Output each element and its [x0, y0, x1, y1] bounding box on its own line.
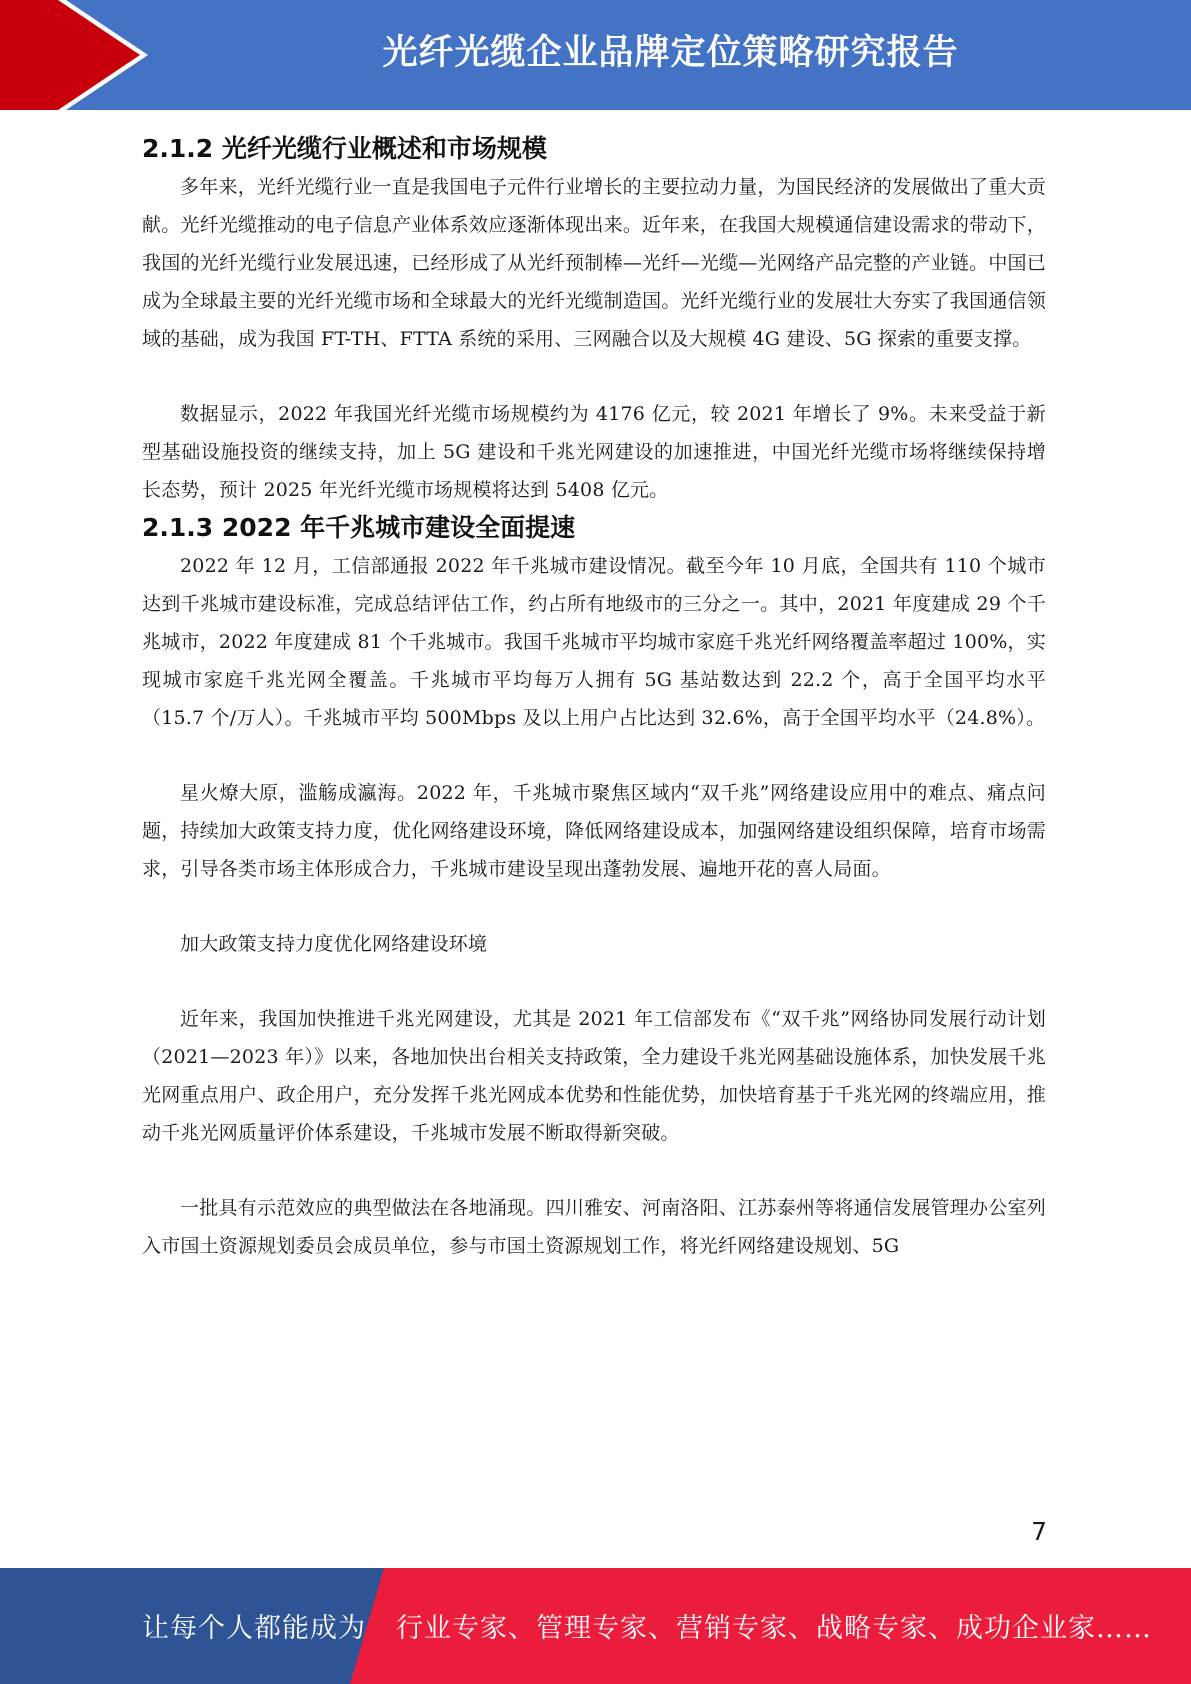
document-body	[142, 130, 1046, 1265]
footer-slogan-right: 行业专家、管理专家、营销专家、战略专家、成功企业家……	[396, 1613, 1152, 1644]
section-heading-2-1-3: 2.1.3 2022 年千兆城市建设全面提速	[142, 513, 576, 542]
paragraph: 数据显示，2022 年我国光纤光缆市场规模约为 4176 亿元，较 2021 年增长了 9%。未来受益于新型基础设施投资的继续支持，加上 5G 建设和千兆光网建设的加速推进，中国光纤光缆市场将继续保持增长态势，预计 2025 年光纤光缆市场规模将达到 5408 亿元。	[142, 403, 1046, 501]
paragraph: 星火燎大原，滥觞成瀛海。2022 年，千兆城市聚焦区域内“双千兆”网络建设应用中的难点、痛点问题，持续加大政策支持力度，优化网络建设环境，降低网络建设成本，加强网络建设组织保障，培育市场需求，引导各类市场主体形成合力，千兆城市建设呈现出蓬勃发展、遍地开花的喜人局面。	[142, 782, 1046, 880]
subheading-paragraph: 加大政策支持力度优化网络建设环境	[180, 933, 488, 955]
paragraph: 近年来，我国加快推进千兆光网建设，尤其是 2021 年工信部发布《“双千兆”网络协同发展行动计划（2021—2023 年）》以来，各地加快出台相关支持政策，全力建设千兆光网基础设施体系，加快发展千兆光网重点用户、政企用户，充分发挥千兆光网成本优势和性能优势，加快培育基于千兆光网的终端应用，推动千兆光网质量评价体系建设，千兆城市发展不断取得新突破。	[142, 1008, 1046, 1144]
paragraph: 一批具有示范效应的典型做法在各地涌现。四川雅安、河南洛阳、江苏泰州等将通信发展管理办公室列入市国土资源规划委员会成员单位，参与市国土资源规划工作，将光纤网络建设规划、5G	[142, 1197, 1046, 1257]
paragraph: 多年来，光纤光缆行业一直是我国电子元件行业增长的主要拉动力量，为国民经济的发展做出了重大贡献。光纤光缆推动的电子信息产业体系效应逐渐体现出来。近年来，在我国大规模通信建设需求的带动下，我国的光纤光缆行业发展迅速，已经形成了从光纤预制棒—光纤—光缆—光网络产品完整的产业链。中国已成为全球最主要的光纤光缆市场和全球最大的光纤光缆制造国。光纤光缆行业的发展壮大夯实了我国通信领域的基础，成为我国 FT-TH、FTTA 系统的采用、三网融合以及大规模 4G 建设、5G 探索的重要支撑。	[142, 176, 1046, 350]
paragraph: 2022 年 12 月，工信部通报 2022 年千兆城市建设情况。截至今年 10 月底，全国共有 110 个城市达到千兆城市建设标准，完成总结评估工作，约占所有地级市的三分之一。其中，2021 年度建成 29 个千兆城市，2022 年度建成 81 个千兆城市。我国千兆城市平均城市家庭千兆光纤网络覆盖率超过 100%，实现城市家庭千兆光网全覆盖。千兆城市平均每万人拥有 5G 基站数达到 22.2 个，高于全国平均水平（15.7 个/万人）。千兆城市平均 500Mbps 及以上用户占比达到 32.6%，高于全国平均水平（24.8%）。	[142, 555, 1046, 729]
header-chevron-icon	[0, 0, 160, 110]
footer-slogan-left: 让每个人都能成为	[142, 1613, 366, 1644]
page-header	[0, 0, 1191, 110]
section-heading-2-1-2: 2.1.2 光纤光缆行业概述和市场规模	[142, 134, 547, 163]
page-number: 7	[1031, 1517, 1047, 1546]
page-footer	[0, 1568, 1191, 1684]
report-title: 光纤光缆企业品牌定位策略研究报告	[382, 33, 959, 73]
